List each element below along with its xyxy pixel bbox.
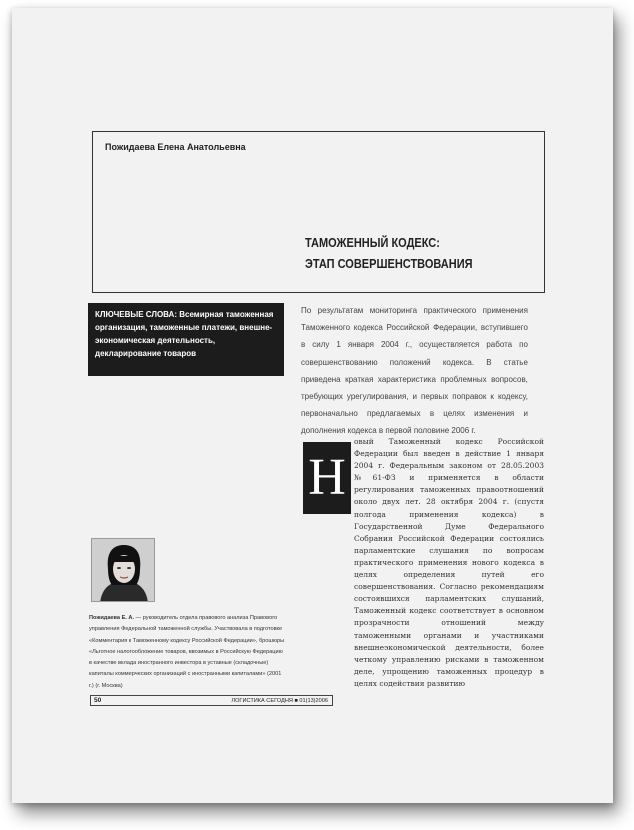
bio-name: Пожидаева Е. А.	[89, 615, 135, 621]
author-photo	[91, 538, 155, 602]
journal-issue: ЛОГИСТИКА СЕГОДНЯ ■ 01(13)2006	[231, 697, 328, 704]
page-number: 50	[94, 697, 102, 704]
article-abstract	[301, 302, 528, 440]
page-footer	[90, 695, 333, 706]
author-portrait-icon	[92, 539, 155, 602]
magazine-page	[12, 8, 613, 803]
abstract-text: По результатам мониторинга практического применения Таможенного кодекса Российской Федерации, вступившего в силу 1 января 2004 г., осуществляется работа по совершенствованию положений кодекса. В статье приведена краткая характеристика проблемных вопросов, требующих урегулирования, и первых поправок к кодексу, первоначально предлагаемых в целях изменения и дополнения кодекса в первой половине 2006 г.	[301, 305, 528, 436]
keywords-label: КЛЮЧЕВЫЕ СЛОВА:	[95, 310, 177, 319]
article-body: овый Таможенный кодекс Российской Федерации был введен в действие 1 января 2004 г. Федеральным законом от 28.05.2003 №61-ФЗ и применяется в области регулирования таможенных правоотношений около двух лет. 28 октября 2004 г. (спустя полгода применения кодекса) в Государственной Думе Федерального Собрания Российской Федерации состоялись парламентские слушания по вопросам практического применения нового кодекса в целях определения путей его совершенствования. Согласно рекомендациям состоявшихся парламентских слушаний, Таможенный кодекс соответствует в основном прозрачности отношений между таможенными органами и участниками внешнеэкономической деятельности, более четкому управлению рисками в таможенном деле, упрощению таможенных процедур в целях содействия развитию	[354, 437, 544, 688]
article-header-box	[92, 131, 545, 293]
author-name: Пожидаева Елена Анатольевна	[105, 142, 246, 152]
author-bio	[89, 613, 287, 692]
keywords-box	[88, 303, 284, 376]
article-title	[305, 233, 473, 275]
drop-cap: Н	[303, 442, 351, 514]
title-line-2: ЭТАП СОВЕРШЕНСТВОВАНИЯ	[305, 257, 473, 271]
keywords-text: Всемирная таможенная организация, таможенные платежи, внешне-экономическая деятельность, декларирование товаров	[95, 310, 274, 358]
title-line-1: ТАМОЖЕННЫЙ КОДЕКС:	[305, 236, 440, 250]
bio-text: — руководитель отдела правового анализа Правового управления Федеральной таможенной службы. Участвовала в подготовке «Комментария к Таможенному кодексу Российской Федерации», брошюры «Льготное налогообложение товаров, ввозимых в Российскую Федерацию в качестве вклада иностранного инвестора в уставные (складочные) капиталы коммерческих организаций с иностранными капиталами» (2001 г.) (г. Москва)	[89, 615, 285, 689]
